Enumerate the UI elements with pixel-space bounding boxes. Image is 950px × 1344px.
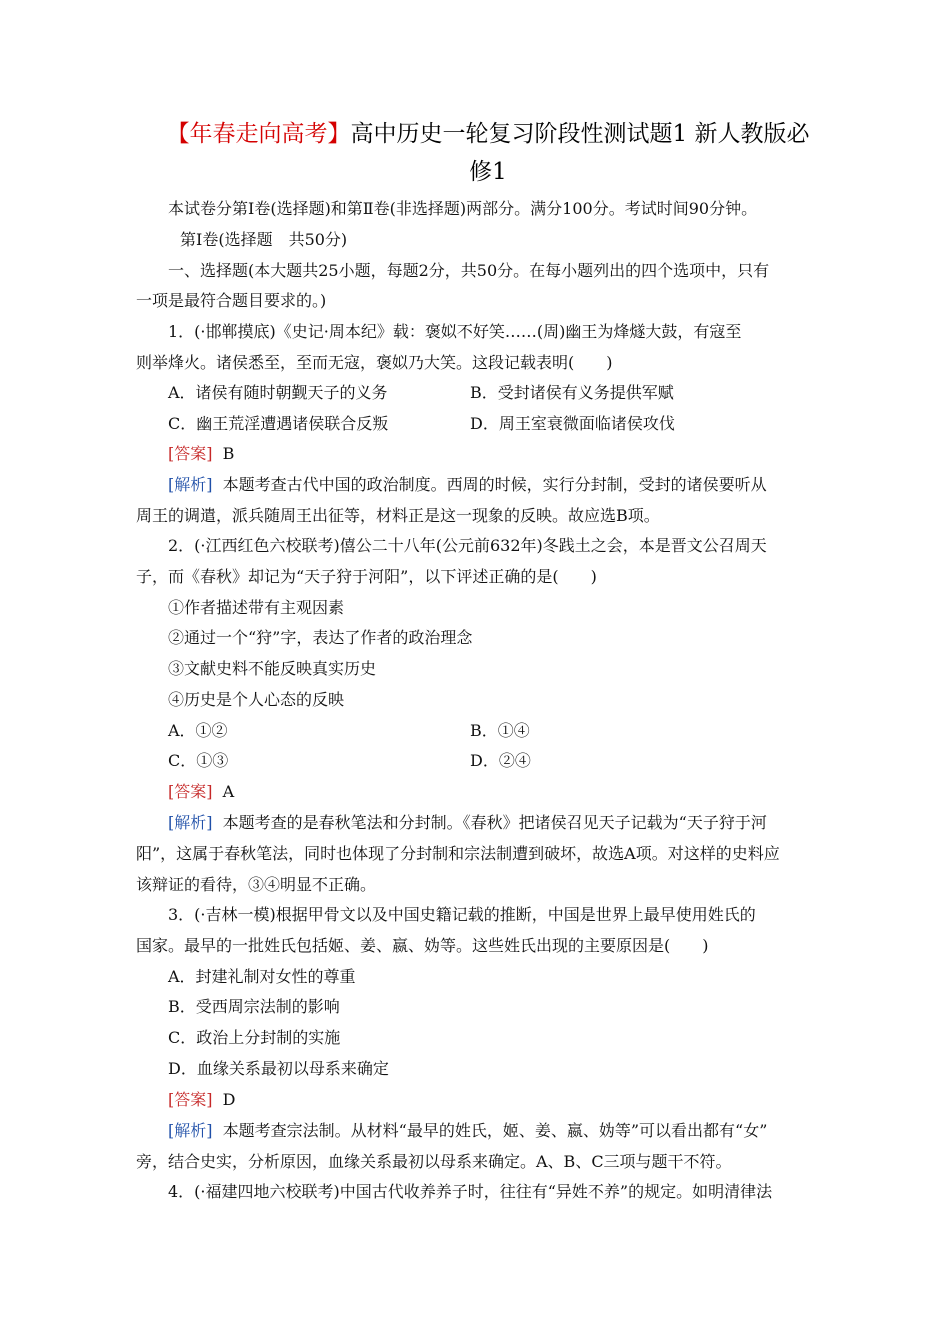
title-bracket: 【年春走向高考】 [166, 121, 351, 147]
answer-tag: [答案] [168, 1090, 213, 1109]
q1-analysis-line1 [168, 474, 848, 496]
q2-option-d: D．②④ [470, 751, 531, 770]
instructions-line1: 一、选择题(本大题共25小题，每题2分，共50分。在每小题列出的四个选项中，只有 [168, 261, 770, 280]
section-heading: 第Ⅰ卷(选择题 共50分) [180, 230, 348, 249]
intro-text: 本试卷分第Ⅰ卷(选择题)和第Ⅱ卷(非选择题)两部分。满分100分。考试时间90分钟。 [168, 199, 758, 218]
q1-stem-line2: 则举烽火。诸侯悉至，至而无寇，褒姒乃大笑。这段记载表明( ) [136, 353, 613, 372]
analysis-tag: [解析] [168, 475, 213, 494]
q2-option-c: C．①③ [168, 751, 229, 770]
answer-value: A [222, 782, 235, 801]
q2-analysis-line2: 阳”，这属于春秋笔法，同时也体现了分封制和宗法制遭到破坏，故选A项。对这样的史料应 [136, 844, 780, 863]
q2-item-1: ①作者描述带有主观因素 [168, 598, 345, 617]
q2-option-b: B．①④ [470, 721, 530, 740]
q1-option-d: D．周王室衰微面临诸侯攻伐 [470, 414, 675, 433]
q2-stem-line2: 子，而《春秋》却记为“天子狩于河阳”，以下评述正确的是( ) [136, 567, 597, 586]
q3-stem-line1: 3．(·吉林一模)根据甲骨文以及中国史籍记载的推断，中国是世界上最早使用姓氏的 [168, 905, 756, 924]
q2-analysis-line3: 该辩证的看待，③④明显不正确。 [136, 875, 377, 894]
q1-option-b: B．受封诸侯有义务提供军赋 [470, 383, 674, 402]
analysis-text: 本题考查的是春秋笔法和分封制。《春秋》把诸侯召见天子记载为“天子狩于河 [222, 813, 767, 832]
title-rest: 高中历史一轮复习阶段性测试题1 新人教版必 [350, 121, 810, 147]
q3-stem-line2: 国家。最早的一批姓氏包括姬、姜、嬴、妫等。这些姓氏出现的主要原因是( ) [136, 936, 709, 955]
q1-stem-line1: 1．(·邯郸摸底)《史记·周本纪》载：褒姒不好笑……(周)幽王为烽燧大鼓，有寇至 [168, 322, 742, 341]
analysis-text: 本题考查古代中国的政治制度。西周的时候，实行分封制，受封的诸侯要听从 [222, 475, 767, 494]
q2-stem-line1: 2．(·江西红色六校联考)僖公二十八年(公元前632年)冬践土之会，本是晋文公召周天 [168, 536, 767, 555]
q1-answer [168, 443, 848, 465]
doc-title-line2: 修1 [469, 159, 507, 185]
q4-stem-line1: 4．(·福建四地六校联考)中国古代收养养子时，往往有“异姓不养”的规定。如明清律法 [168, 1182, 773, 1201]
q2-option-a: A．①② [168, 721, 228, 740]
q3-analysis-line2: 旁，结合史实，分析原因，血缘关系最初以母系来确定。A、B、C三项与题干不符。 [136, 1152, 732, 1171]
instructions-line2: 一项是最符合题目要求的。) [136, 291, 327, 310]
analysis-text: 本题考查宗法制。从材料“最早的姓氏，姬、姜、嬴、妫等”可以看出都有“女” [222, 1121, 768, 1140]
q2-item-4: ④历史是个人心态的反映 [168, 690, 345, 709]
q1-analysis-line2: 周王的调遣，派兵随周王出征等，材料正是这一现象的反映。故应选B项。 [136, 506, 660, 525]
q2-item-3: ③文献史料不能反映真实历史 [168, 659, 377, 678]
answer-value: B [222, 444, 235, 463]
q3-option-d: D．血缘关系最初以母系来确定 [168, 1059, 389, 1078]
q3-analysis-line1 [168, 1120, 848, 1142]
q3-option-b: B．受西周宗法制的影响 [168, 997, 340, 1016]
answer-value: D [222, 1090, 236, 1109]
q2-answer [168, 781, 848, 803]
answer-tag: [答案] [168, 782, 213, 801]
q2-item-2: ②通过一个“狩”字，表达了作者的政治理念 [168, 628, 473, 647]
q2-analysis-line1 [168, 812, 848, 834]
q1-option-a: A．诸侯有随时朝觐天子的义务 [168, 383, 388, 402]
q1-option-c: C．幽王荒淫遭遇诸侯联合反叛 [168, 414, 389, 433]
q3-option-c: C．政治上分封制的实施 [168, 1028, 341, 1047]
q3-option-a: A．封建礼制对女性的尊重 [168, 967, 356, 986]
answer-tag: [答案] [168, 444, 213, 463]
analysis-tag: [解析] [168, 1121, 213, 1140]
doc-title-line1 [138, 118, 838, 150]
analysis-tag: [解析] [168, 813, 213, 832]
q3-answer [168, 1089, 848, 1111]
